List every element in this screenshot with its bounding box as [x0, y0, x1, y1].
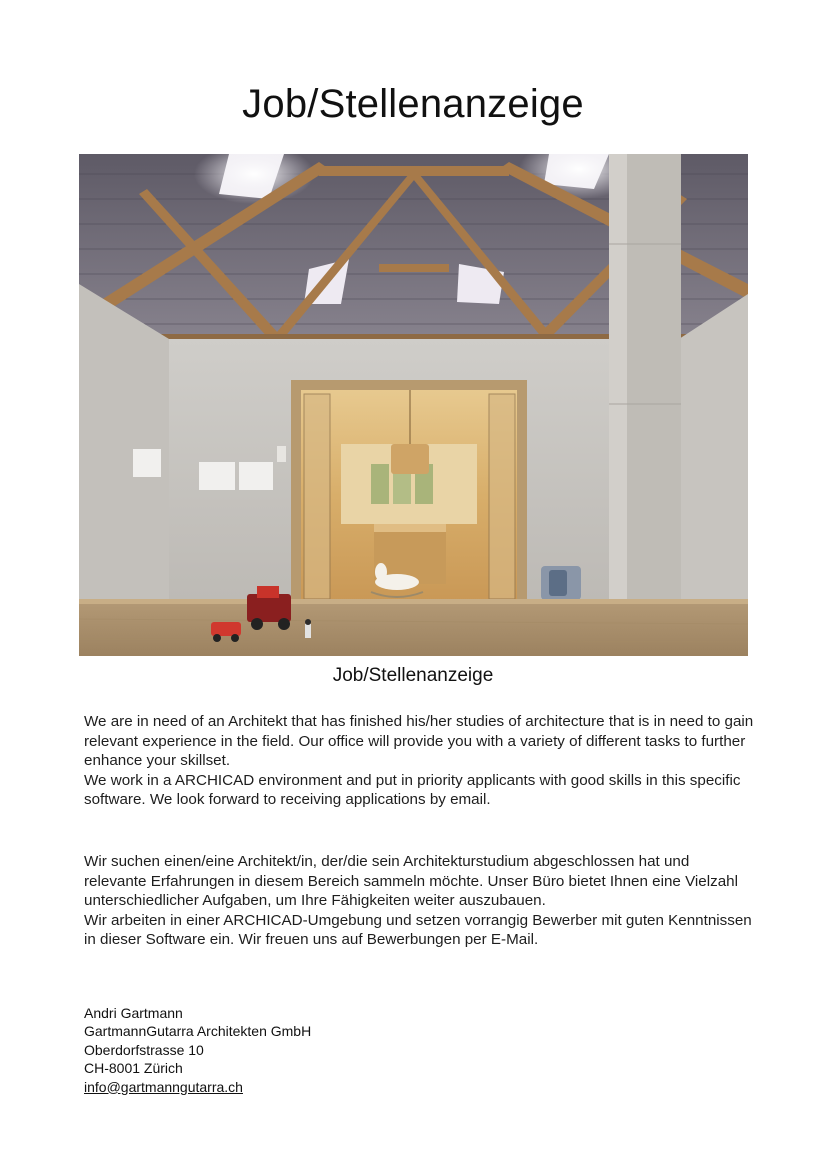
contact-company: GartmannGutarra Architekten GmbH	[84, 1023, 312, 1040]
german-paragraph-1: Wir suchen einen/eine Architekt/in, der/die sein Architekturstudium abgeschlossen hat und relevante Erfahrungen in diesem Bereich sammeln möchte. Unser Büro bietet Ihnen eine Vielzahl unterschiedlicher Aufgaben, um Ihre Fähigkeiten weiter auszubauen.	[84, 853, 738, 910]
english-paragraph-2: We work in a ARCHICAD environment and put in priority applicants with good skills in this specific software. We look forward to receiving applications by email.	[84, 771, 741, 809]
attic-interior-photo	[79, 154, 748, 656]
page-title: Job/Stellenanzeige	[242, 82, 584, 126]
german-description	[84, 852, 754, 950]
english-description	[84, 712, 754, 810]
german-paragraph-2: Wir arbeiten in einer ARCHICAD-Umgebung und setzen vorrangig Bewerber mit guten Kenntnissen in dieser Software ein. Wir freuen uns auf Bewerbungen per E-Mail.	[84, 911, 752, 949]
contact-name: Andri Gartmann	[84, 1005, 183, 1021]
image-caption: Job/Stellenanzeige	[332, 665, 494, 686]
contact-street: Oberdorfstrasse 10	[84, 1041, 204, 1058]
contact-block	[84, 1004, 484, 1096]
contact-city: CH-8001 Zürich	[84, 1060, 183, 1077]
contact-email-link[interactable]: info@gartmanngutarra.ch	[84, 1078, 243, 1095]
english-paragraph-1: We are in need of an Architekt that has finished his/her studies of architecture that is in need to gain relevant experience in the field. Our office will provide you with a variety of different tasks to further enhance your skillset.	[84, 713, 754, 770]
